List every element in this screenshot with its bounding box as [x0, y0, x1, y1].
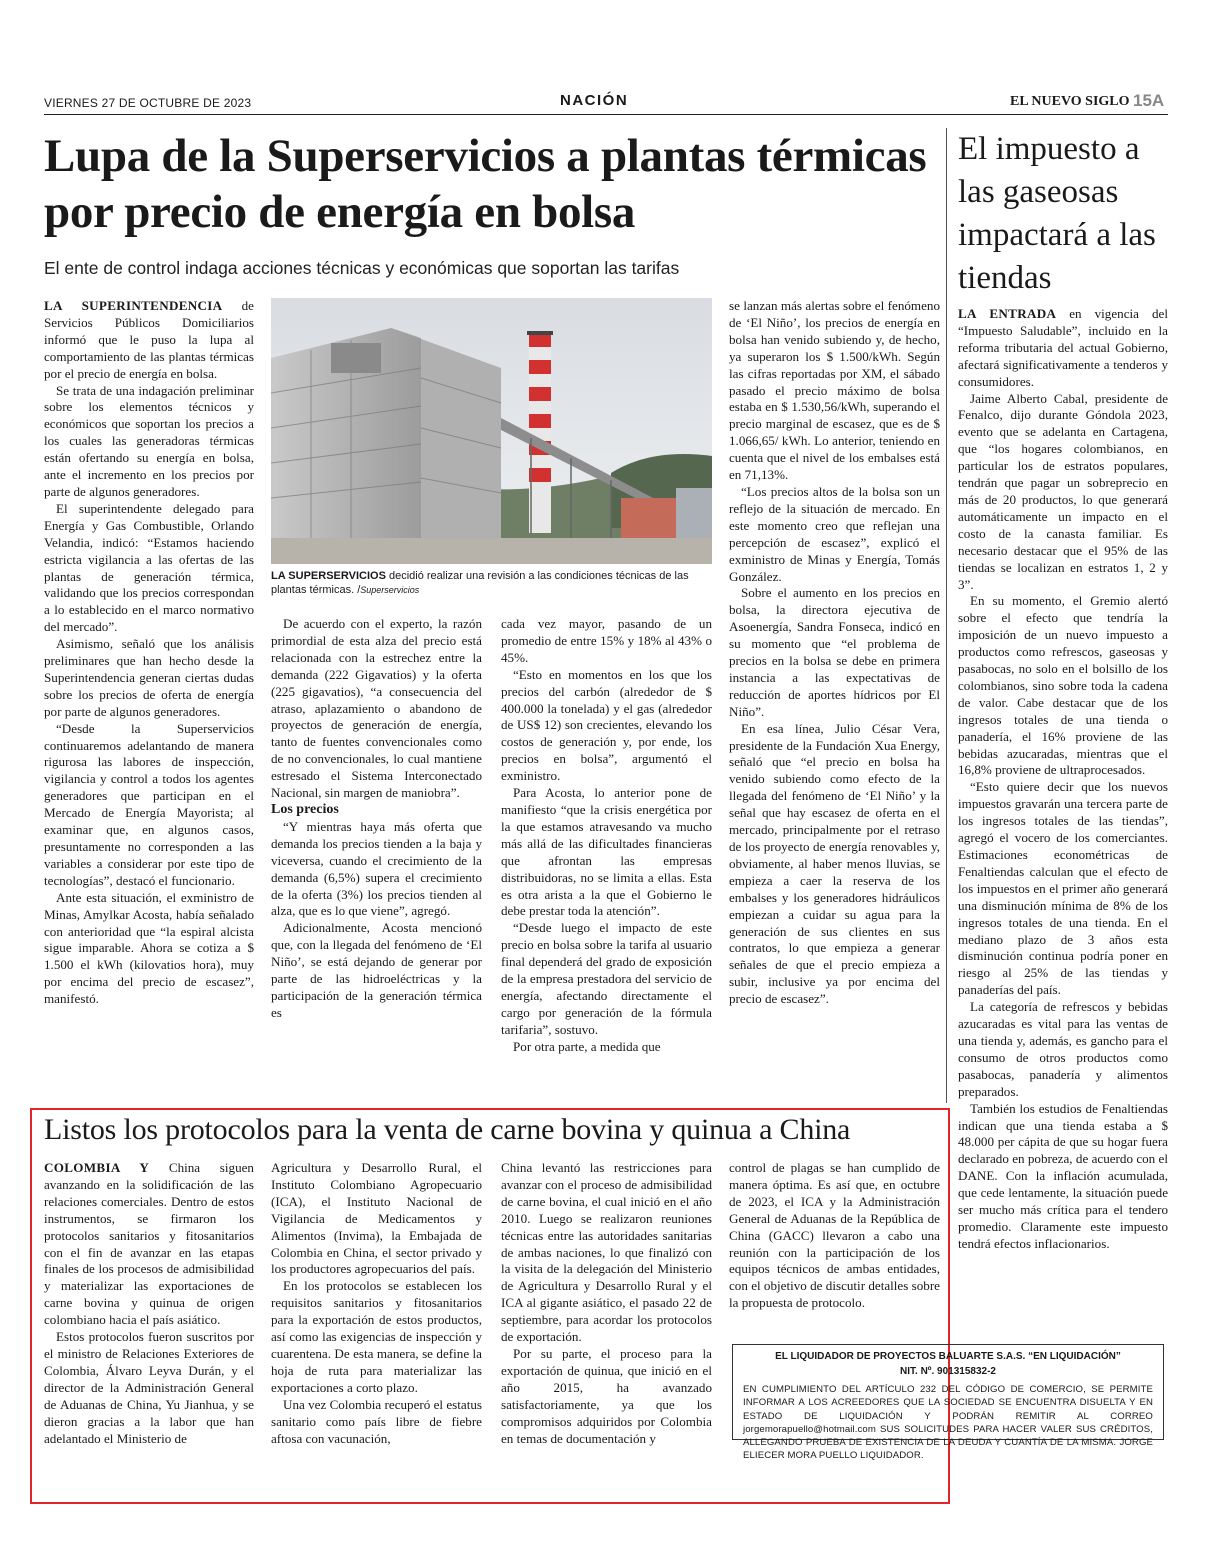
paragraph: Adicionalmente, Acosta mencionó que, con la llegada del fenómeno de ‘El Niño’, se está dejando de generar por parte de las hidroeléctricas y la participación de la generación térmica es — [271, 920, 482, 1020]
paragraph: Agricultura y Desarrollo Rural, el Instituto Colombiano Agropecuario (ICA), el Instituto Nacional de Vigilancia de Medicamentos y Alimentos (Invima), la Embajada de Colombia en China, el sector privado y los productores agropecuarios del país. — [271, 1160, 482, 1277]
paragraph: de Servicios Públicos Domiciliarios informó que le puso la lupa al comportamiento de las plantas térmicas por el precio de energía en bolsa. — [44, 298, 254, 381]
paragraph: De acuerdo con el experto, la razón primordial de esta alza del precio está relacionada con la estrechez entre la demanda (222 Gigavatios) y la oferta (225 gigavatios), “a consecuencia del atraso, aplazamiento o abandono de proyectos de generación de energía, tanto de fuentes convencionales como de no convencionales, lo cual mantiene estresado el Sistema Interconectado Nacional, sin margen de maniobra”. — [271, 616, 482, 801]
main-column-2 — [271, 616, 482, 1022]
caption-text: decidió realizar una revisión a las condiciones técnicas de las plantas térmicas. / — [271, 570, 689, 596]
paragraph: En los protocolos se establecen los requisitos sanitarios y fitosanitarios para la exportación de estos productos, así como las exigencias de inspección y cuarentena. De esta manera, se define la hoja de ruta para materializar las exportaciones a corto plazo. — [271, 1278, 482, 1395]
paragraph: El superintendente delegado para Energía y Gas Combustible, Orlando Velandia, indicó: “Estamos haciendo estricta vigilancia a las ofertas de las plantas de generación térmica, validando que los precios correspondan a lo establecido en el marco normativo del mercado”. — [44, 500, 254, 635]
paragraph: Por otra parte, a medida que — [513, 1038, 661, 1054]
notice-title: EL LIQUIDADOR DE PROYECTOS BALUARTE S.A.S. “EN LIQUIDACIÓN” — [775, 1351, 1121, 1362]
caption-lead: LA SUPERSERVICIOS — [271, 570, 386, 582]
main-subtitle: El ente de control indaga acciones técnicas y económicas que soportan las tarifas — [44, 258, 680, 278]
china-column-2 — [271, 1160, 482, 1447]
paragraph: China siguen avanzando en la solidificación de las relaciones comerciales. Dentro de estos instrumentos, se firmaron los protocolos sanitarios y fitosanitarios con el fin de avanzar en las etapas finales de los procesos de admisibilidad y materializar las exportaciones de carne bovina y quinua de origen colombiano hacia el país asiático. — [44, 1160, 254, 1328]
thermal-plant-illustration — [271, 298, 712, 564]
china-headline: Listos los protocolos para la venta de carne bovina y quinua a China — [44, 1113, 851, 1146]
paragraph: También los estudios de Fenaltiendas indican que una tienda estaba a $ 48.000 per cápita de que su hogar fuera declarado en pobreza, de acuerdo con el DANE. Con la inflación acumulada, que cede lentamente, la situación puede ser mucho más crítica para el tendero promedio. Claramente este impuesto tendrá efectos inflacionarios. — [958, 1100, 1168, 1251]
paragraph: control de plagas se han cumplido de manera óptima. Es así que, en octubre de 2023, el ICA y la Administración General de Aduanas de la República de China (GACC) llevaron a cabo una reunión con la participación de los equipos técnicos de ambas entidades, con el objetivo de discutir detalles sobre la propuesta de protocolo. — [729, 1160, 940, 1311]
paragraph: Por su parte, el proceso para la exportación de quinua, que inició en el año 2015, ha avanzado satisfactoriamente, ya que los compromisos adquiridos por Colombia en temas de documentación y — [501, 1345, 712, 1446]
caption-credit: Superservicios — [360, 585, 420, 595]
paragraph: Sobre el aumento en los precios en bolsa, la directora ejecutiva de Asoenergía, Sandra Fonseca, indicó en su momento que “el problema de precios en la bolsa se debe en primera instancia a las expectativas de reducción de aportes hídricos por El Niño”. — [729, 585, 940, 719]
paragraph: En esa línea, Julio César Vera, presidente de la Fundación Xua Energy, señaló que “el precio en bolsa ha venido subiendo como efecto de la llegada del fenómeno de ‘El Niño’ y la señal que hay escasez de oferta en el mercado, principalmente por el retraso de los proyecto de energía renovables y, obviamente, al haber menos lluvias, se empieza a caer la reserva de los embalses y los generadores hidráulicos empiezan a cuidar su agua para la generación de sus clientes en sus contratos, lo que empieza a generar señales de que el precio empieza a subir, inclusive ya por encima del precio de escasez”. — [729, 720, 940, 1007]
paragraph: “Los precios altos de la bolsa son un reflejo de la situación de mercado. En este momento creo que reflejan una percepción de escasez”, explicó el exministro de Minas y Energía, Tomás González. — [729, 483, 940, 584]
notice-body: EN CUMPLIMIENTO DEL ARTÍCULO 232 DEL CÓDIGO DE COMERCIO, SE PERMITE INFORMAR A LOS ACREEDORES QUE LA SOCIEDAD SE ENCUENTRA DISUELTA Y EN ESTADO DE LIQUIDACIÓN Y PODRÁN REMITIR AL CORREO jorgemorapuello@hotmail.com SUS SOLICITUDES PARA HACER VALER SUS CRÉDITOS, ALLEGANDO PRUEBA DE EXISTENCIA DE LA DEUDA Y CUANTÍA DE LA MISMA. JORGE ELIECER MORA PUELLO LIQUIDADOR. — [743, 1384, 1153, 1462]
paragraph: Ante esta situación, el exministro de Minas, Amylkar Acosta, había señalado con anterioridad que “la espiral alcista sigue imparable. Ahora se cotiza a $ 1.500 el kWh (kilovatios hora), muy por encima del precio de escasez”, manifestó. — [44, 889, 254, 1007]
main-column-3 — [501, 616, 712, 1056]
paragraph: China levantó las restricciones para avanzar con el proceso de admisibilidad de carne bovina, el cual inició en el año 2010. Luego se realizaron reuniones técnicas entre las autoridades sanitarias de ambas naciones, lo que finalizó con la visita de la delegación del Ministerio de Agricultura y Desarrollo Rural y el ICA al gigante asiático, el pasado 22 de septiembre, para acordar los protocolos de exportación. — [501, 1160, 712, 1345]
subheading: Los precios — [271, 801, 339, 817]
china-column-1 — [44, 1160, 254, 1447]
side-column — [958, 306, 1168, 1253]
lead-in: LA SUPERINTENDENCIA — [44, 298, 223, 313]
page-number: 15A — [1133, 91, 1165, 110]
china-column-3 — [501, 1160, 712, 1447]
paragraph: Asimismo, señaló que los análisis preliminares que han hecho desde la Superintendencia generan ciertas dudas sobre los precios de oferta de energía por parte de algunos generadores. — [44, 636, 254, 719]
legal-notice — [732, 1344, 1164, 1462]
paragraph: “Desde la Superservicios continuaremos adelantando de manera rigurosa las labores de inspección, vigilancia y control a todos los agentes generadores que participan en el Mercado de Energía Mayorista; al examinar que, en algunos casos, presuntamente no corresponden a las variables a considerar por este tipo de tecnologías”, destacó el funcionario. — [44, 720, 254, 888]
paragraph: “Y mientras haya más oferta que demanda los precios tienden a la baja y viceversa, cuando el crecimiento de la demanda (6,5%) supera el crecimiento de la oferta (3%) los precios tienden al alza, que es lo que viene”, agregó. — [271, 818, 482, 919]
china-column-4 — [729, 1160, 940, 1312]
header-date: VIERNES 27 DE OCTUBRE DE 2023 — [44, 96, 252, 110]
notice-nit: NIT. Nº. 901315832-2 — [900, 1366, 996, 1377]
paragraph: Se trata de una indagación preliminar sobre los elementos técnicos y económicos que soportan los precios a los cuales las generadoras térmicas están ofertando su energía en bolsa, ante el incremento en los precios por parte de algunos generadores. — [44, 382, 254, 499]
paragraph: se lanzan más alertas sobre el fenómeno de ‘El Niño’, los precios de energía en bolsa han venido subiendo y, de hecho, ya superaron los $ 1.500/kWh. Según las cifras reportadas por XM, el sábado pasado el precio máximo de bolsa estaba en $ 1.530,56/kWh, superando el precio marginal de escasez, que es de $ 1.066,65/ kWh. Lo anterior, teniendo en cuenta que el nivel de los embalses está en 71,13%. — [729, 298, 940, 483]
side-headline: El impuesto a las gaseosas impactará a las tiendas — [958, 131, 1156, 296]
paragraph: en vigencia del “Impuesto Saludable”, incluido en la reforma tributaria del actual Gobierno, afectará significativamente a tenderos y consumidores. — [958, 306, 1168, 389]
main-column-1 — [44, 298, 254, 1008]
paragraph: Estos protocolos fueron suscritos por el ministro de Relaciones Exteriores de Colombia, Álvaro Leyva Durán, y el director de la Administración General de Aduanas de China, Yu Jianhua, y se dieron gracias a la labor que han adelantado el Ministerio de — [44, 1329, 254, 1446]
paragraph: “Desde luego el impacto de este precio en bolsa sobre la tarifa al usuario final dependerá del grado de exposición de la empresa prestadora del servicio de energía, afectando directamente el cargo por generación de la fórmula tarifaria”, sostuvo. — [501, 920, 712, 1037]
section-title: NACIÓN — [560, 92, 629, 109]
paragraph: “Esto quiere decir que los nuevos impuestos gravarán una tercera parte de los ingresos totales de las tiendas”, agregó el vocero de los comerciantes. Estimaciones econométricas de Fenaltiendas calculan que el efecto de los impuestos en el primer año generará una disminución mínima de 8% de los ingresos totales de una tienda. En el mediano plazo de 3 años esta disminución continua podría poner en riesgo al 25% de las tiendas y panaderías del país. — [958, 779, 1168, 998]
lead-in: LA ENTRADA — [958, 306, 1057, 321]
lead-in: COLOMBIA Y — [44, 1160, 150, 1175]
header-rule — [44, 114, 1168, 115]
paragraph: En su momento, el Gremio alertó sobre el efecto que tendría la imposición de un nuevo impuesto a productos como refrescos, gaseosas y pasabocas, no solo en el bolsillo de los colombianos, sino sobre toda la cadena de valor. Cabe destacar que de los ingresos totales de una tienda o panadería, el 16% proviene de las bebidas azucaradas, mientras que el 16,8% proviene de ultraprocesados. — [958, 593, 1168, 778]
paragraph: Una vez Colombia recuperó el estatus sanitario como país libre de fiebre aftosa con vacunación, — [271, 1396, 482, 1446]
paragraph: Jaime Alberto Cabal, presidente de Fenalco, dijo durante Góndola 2023, evento que se adelanta en Cartagena, que “los hogares colombianos, en particular los de estratos populares, tendrán que pagar un sobreprecio en más de 20 productos, lo que generará automáticamente un impacto en el costo de la canasta familiar. Es necesario destacar que el 95% de las tiendas se localizan en estratos 1, 2 y 3”. — [958, 390, 1168, 592]
paragraph: La categoría de refrescos y bebidas azucaradas es vital para las ventas de una tienda y, además, es gancho para el consumo de otros productos como pasabocas, panadería y alimentos preparados. — [958, 999, 1168, 1099]
column-divider — [946, 128, 947, 1103]
paragraph: Para Acosta, lo anterior pone de manifiesto “que la crisis energética por la que estamos atravesando va mucho más allá de las dificultades financieras que afrontan las empresas distribuidoras, no se limita a ellas. Esta es otra arista a la que el Gobierno le debe prestar toda la atención”. — [501, 785, 712, 919]
main-column-4 — [729, 298, 940, 1008]
paragraph: cada vez mayor, pasando de un promedio de entre 15% y 18% al 43% o 45%. — [501, 616, 712, 665]
main-headline: Lupa de la Superservicios a plantas térmicas por precio de energía en bolsa — [44, 130, 927, 238]
newspaper-brand: EL NUEVO SIGLO — [1010, 94, 1130, 109]
paragraph: “Esto en momentos en los que los precios del carbón (alrededor de $ 400.000 la tonelada) y el gas (alrededor de US$ 12) son crecientes, elevando los costos de generación y, por ende, los precios en bolsa”, argumentó el exministro. — [501, 666, 712, 784]
thermal-plant-photo — [271, 298, 712, 564]
photo-caption — [271, 569, 712, 597]
